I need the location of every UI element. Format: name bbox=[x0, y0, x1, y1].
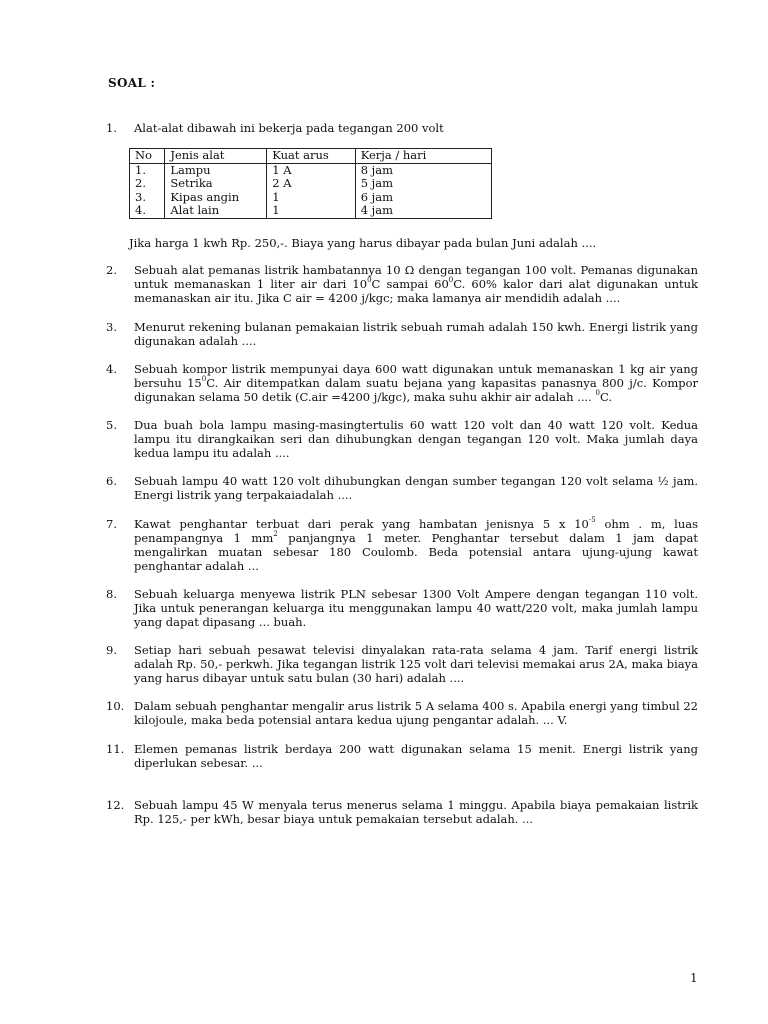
page-number: 1 bbox=[690, 971, 698, 985]
table-cell: Alat lain bbox=[165, 204, 267, 218]
column-header-current: Kuat arus bbox=[267, 149, 355, 164]
question-number: 11. bbox=[106, 742, 125, 756]
question-number: 1. bbox=[106, 121, 117, 135]
device-table bbox=[129, 148, 492, 219]
table-cell: 1 bbox=[267, 191, 355, 205]
question-text: Elemen pemanas listrik berdaya 200 watt digunakan selama 15 menit. Energi listrik yang diperlukan sebesar. ... bbox=[134, 742, 698, 770]
column-header-device: Jenis alat bbox=[165, 149, 267, 164]
question-text: Dua buah bola lampu masing-masingtertulis 60 watt 120 volt dan 40 watt 120 volt. Kedua lampu itu dirangkaikan seri dan dihubungkan dengan tegangan 120 volt. Maka jumlah daya kedua lampu itu adalah .... bbox=[134, 418, 698, 460]
question-number: 9. bbox=[106, 643, 117, 657]
question-number: 4. bbox=[106, 362, 117, 376]
question-number: 5. bbox=[106, 418, 117, 432]
table-cell: 4. bbox=[130, 204, 165, 218]
table-cell: 1 bbox=[267, 204, 355, 218]
table-cell: 2 A bbox=[267, 177, 355, 191]
question-text: Menurut rekening bulanan pemakaian listrik sebuah rumah adalah 150 kwh. Energi listrik yang digunakan adalah .... bbox=[134, 320, 698, 348]
table-cell: 3. bbox=[130, 191, 165, 205]
question-number: 2. bbox=[106, 263, 117, 277]
table-row bbox=[130, 204, 492, 218]
question-text: Kawat penghantar terbuat dari perak yang hambatan jenisnya 5 x $10^{-5}$ ohm . m, luas penampangnya 1 $mm^2$ panjangnya 1 meter. Penghantar tersebut dalam 1 jam dapat mengalirkan muatan sebesar 180 Coulomb. Beda potensial antara ujung-ujung kawat penghantar adalah ... bbox=[134, 516, 698, 573]
question-text: Sebuah alat pemanas listrik hambatannya 10 Ω dengan tegangan 100 volt. Pemanas digunakan untuk memanaskan 1 liter air dari $10^0C$ sampai $60^0C$. 60% kalor dari alat digunakan untuk memanaskan air itu. Jika C air = 4200 j/kgc; maka lamanya air mendidih adalah .... bbox=[134, 263, 698, 305]
table-row bbox=[130, 191, 492, 205]
table-cell: 1. bbox=[130, 163, 165, 177]
table-cell: Setrika bbox=[165, 177, 267, 191]
question-number: 12. bbox=[106, 798, 125, 812]
question-text: Sebuah lampu 40 watt 120 volt dihubungkan dengan sumber tegangan 120 volt selama ½ jam. Energi listrik yang terpakaiadalah .... bbox=[134, 474, 698, 502]
table-cell: 4 jam bbox=[355, 204, 491, 218]
table-cell: 1 A bbox=[267, 163, 355, 177]
question-number: 3. bbox=[106, 320, 117, 334]
page-title: SOAL : bbox=[108, 76, 156, 90]
question-number: 6. bbox=[106, 474, 117, 488]
question-text: Dalam sebuah penghantar mengalir arus listrik 5 A selama 400 s. Apabila energi yang timbul 22 kilojoule, maka beda potensial antara kedua ujung pengantar adalah. ... V. bbox=[134, 699, 698, 727]
table-cell: 6 jam bbox=[355, 191, 491, 205]
table-cell: 2. bbox=[130, 177, 165, 191]
question-text: Sebuah keluarga menyewa listrik PLN sebesar 1300 Volt Ampere dengan tegangan 110 volt. Jika untuk penerangan keluarga itu menggunakan lampu 40 watt/220 volt, maka jumlah lampu yang dapat dipasang ... buah. bbox=[134, 587, 698, 629]
table-cell: Kipas angin bbox=[165, 191, 267, 205]
column-header-work: Kerja / hari bbox=[355, 149, 491, 164]
question-number: 8. bbox=[106, 587, 117, 601]
table-row bbox=[130, 177, 492, 191]
question-number: 10. bbox=[106, 699, 125, 713]
table-cell: Lampu bbox=[165, 163, 267, 177]
table-header-row bbox=[130, 149, 492, 164]
table-cell: 5 jam bbox=[355, 177, 491, 191]
table-cell: 8 jam bbox=[355, 163, 491, 177]
question-number: 7. bbox=[106, 517, 117, 531]
column-header-no: No bbox=[130, 149, 165, 164]
question-text: Sebuah kompor listrik mempunyai daya 600 watt digunakan untuk memanaskan 1 kg air yang bersuhu $15^0C$. Air ditempatkan dalam suatu bejana yang kapasitas panasnya 800 j/c. Kompor digunakan selama 50 detik (C.air =4200 j/kgc), maka suhu akhir air adalah .... $^0$C. bbox=[134, 362, 699, 404]
question-1-note: Jika harga 1 kwh Rp. 250,-. Biaya yang harus dibayar pada bulan Juni adalah .... bbox=[129, 236, 597, 250]
question-text: Alat-alat dibawah ini bekerja pada tegangan 200 volt bbox=[134, 121, 444, 135]
table-row bbox=[130, 163, 492, 177]
question-text: Setiap hari sebuah pesawat televisi dinyalakan rata-rata selama 4 jam. Tarif energi listrik adalah Rp. 50,- perkwh. Jika tegangan listrik 125 volt dari televisi memakai arus 2A, maka biaya yang harus dibayar untuk satu bulan (30 hari) adalah .... bbox=[134, 643, 698, 685]
question-text: Sebuah lampu 45 W menyala terus menerus selama 1 minggu. Apabila biaya pemakaian listrik Rp. 125,- per kWh, besar biaya untuk pemakaian tersebut adalah. ... bbox=[134, 798, 698, 826]
